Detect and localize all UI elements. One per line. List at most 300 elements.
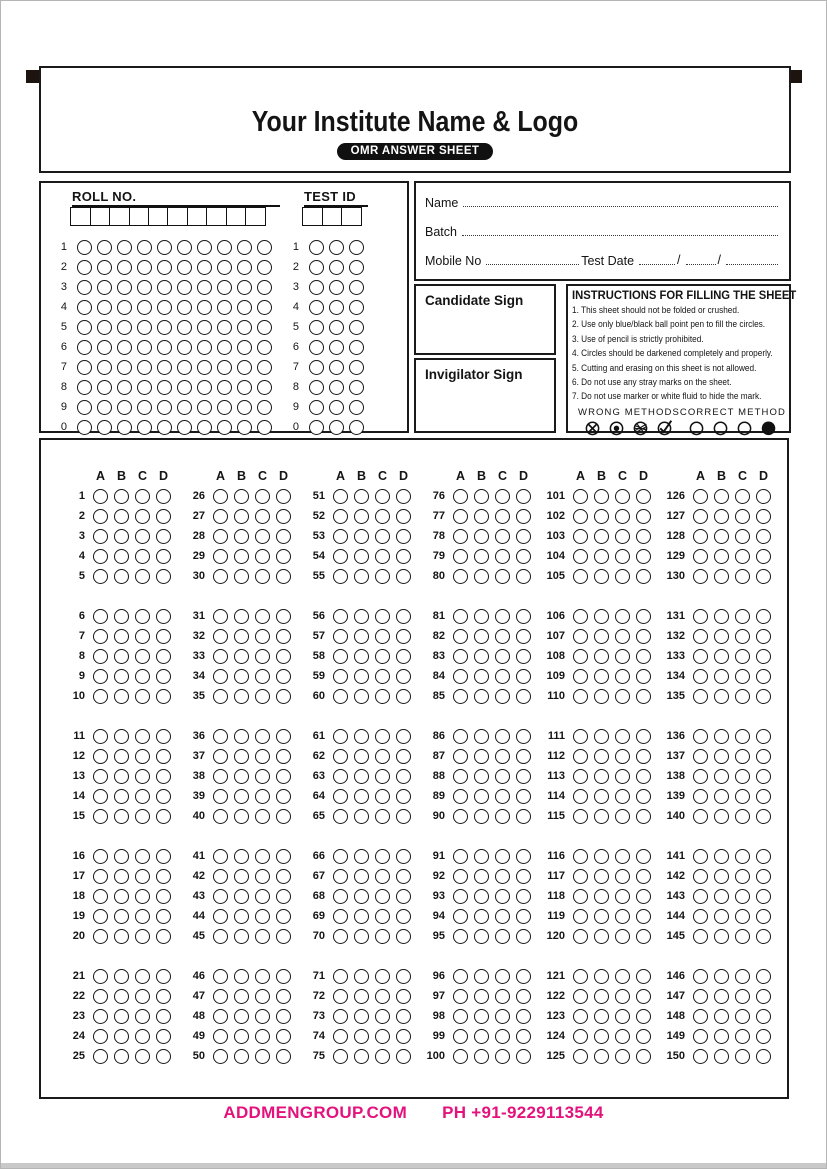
answer-bubble-q51-d[interactable] — [396, 489, 411, 504]
answer-bubble-q126-c[interactable] — [735, 489, 750, 504]
answer-bubble-q11-c[interactable] — [135, 729, 150, 744]
answer-bubble-q15-b[interactable] — [114, 809, 129, 824]
answer-bubble-q71-d[interactable] — [396, 969, 411, 984]
answer-bubble-q138-b[interactable] — [714, 769, 729, 784]
answer-bubble-q37-d[interactable] — [276, 749, 291, 764]
answer-bubble-q148-c[interactable] — [735, 1009, 750, 1024]
answer-bubble-q93-c[interactable] — [495, 889, 510, 904]
roll-bubble-col10-digit3[interactable] — [257, 280, 272, 295]
answer-bubble-q93-d[interactable] — [516, 889, 531, 904]
answer-bubble-q37-c[interactable] — [255, 749, 270, 764]
testid-bubble-col1-digit5[interactable] — [309, 320, 324, 335]
answer-bubble-q118-b[interactable] — [594, 889, 609, 904]
answer-bubble-q139-d[interactable] — [756, 789, 771, 804]
answer-bubble-q145-a[interactable] — [693, 929, 708, 944]
answer-bubble-q114-a[interactable] — [573, 789, 588, 804]
answer-bubble-q126-d[interactable] — [756, 489, 771, 504]
answer-bubble-q146-c[interactable] — [735, 969, 750, 984]
answer-bubble-q34-b[interactable] — [234, 669, 249, 684]
roll-write-box-8[interactable] — [206, 207, 227, 226]
answer-bubble-q24-d[interactable] — [156, 1029, 171, 1044]
answer-bubble-q147-d[interactable] — [756, 989, 771, 1004]
answer-bubble-q115-a[interactable] — [573, 809, 588, 824]
answer-bubble-q108-d[interactable] — [636, 649, 651, 664]
roll-bubble-col3-digit2[interactable] — [117, 260, 132, 275]
answer-bubble-q94-c[interactable] — [495, 909, 510, 924]
roll-bubble-col2-digit6[interactable] — [97, 340, 112, 355]
testid-bubble-col1-digit3[interactable] — [309, 280, 324, 295]
answer-bubble-q101-d[interactable] — [636, 489, 651, 504]
answer-bubble-q68-a[interactable] — [333, 889, 348, 904]
answer-bubble-q86-c[interactable] — [495, 729, 510, 744]
testid-bubble-col2-digit0[interactable] — [329, 420, 344, 435]
testid-bubble-col3-digit6[interactable] — [349, 340, 364, 355]
answer-bubble-q58-d[interactable] — [396, 649, 411, 664]
answer-bubble-q21-d[interactable] — [156, 969, 171, 984]
roll-write-box-1[interactable] — [70, 207, 91, 226]
roll-bubble-col6-digit4[interactable] — [177, 300, 192, 315]
answer-bubble-q53-d[interactable] — [396, 529, 411, 544]
answer-bubble-q30-a[interactable] — [213, 569, 228, 584]
answer-bubble-q139-a[interactable] — [693, 789, 708, 804]
answer-bubble-q16-c[interactable] — [135, 849, 150, 864]
answer-bubble-q19-c[interactable] — [135, 909, 150, 924]
answer-bubble-q100-c[interactable] — [495, 1049, 510, 1064]
answer-bubble-q10-a[interactable] — [93, 689, 108, 704]
answer-bubble-q149-a[interactable] — [693, 1029, 708, 1044]
answer-bubble-q94-d[interactable] — [516, 909, 531, 924]
answer-bubble-q9-b[interactable] — [114, 669, 129, 684]
roll-bubble-col1-digit2[interactable] — [77, 260, 92, 275]
roll-bubble-col7-digit4[interactable] — [197, 300, 212, 315]
answer-bubble-q87-a[interactable] — [453, 749, 468, 764]
answer-bubble-q121-b[interactable] — [594, 969, 609, 984]
answer-bubble-q51-a[interactable] — [333, 489, 348, 504]
answer-bubble-q63-d[interactable] — [396, 769, 411, 784]
answer-bubble-q26-a[interactable] — [213, 489, 228, 504]
answer-bubble-q11-a[interactable] — [93, 729, 108, 744]
answer-bubble-q96-d[interactable] — [516, 969, 531, 984]
answer-bubble-q144-a[interactable] — [693, 909, 708, 924]
answer-bubble-q37-a[interactable] — [213, 749, 228, 764]
answer-bubble-q123-a[interactable] — [573, 1009, 588, 1024]
answer-bubble-q33-b[interactable] — [234, 649, 249, 664]
roll-bubble-col8-digit5[interactable] — [217, 320, 232, 335]
answer-bubble-q103-c[interactable] — [615, 529, 630, 544]
answer-bubble-q145-c[interactable] — [735, 929, 750, 944]
answer-bubble-q83-b[interactable] — [474, 649, 489, 664]
roll-bubble-col10-digit0[interactable] — [257, 420, 272, 435]
answer-bubble-q22-a[interactable] — [93, 989, 108, 1004]
roll-bubble-col10-digit2[interactable] — [257, 260, 272, 275]
answer-bubble-q25-d[interactable] — [156, 1049, 171, 1064]
answer-bubble-q147-a[interactable] — [693, 989, 708, 1004]
answer-bubble-q10-d[interactable] — [156, 689, 171, 704]
answer-bubble-q92-b[interactable] — [474, 869, 489, 884]
answer-bubble-q114-b[interactable] — [594, 789, 609, 804]
answer-bubble-q148-d[interactable] — [756, 1009, 771, 1024]
answer-bubble-q122-c[interactable] — [615, 989, 630, 1004]
answer-bubble-q70-b[interactable] — [354, 929, 369, 944]
answer-bubble-q39-b[interactable] — [234, 789, 249, 804]
answer-bubble-q86-a[interactable] — [453, 729, 468, 744]
roll-bubble-col1-digit0[interactable] — [77, 420, 92, 435]
answer-bubble-q130-b[interactable] — [714, 569, 729, 584]
answer-bubble-q68-b[interactable] — [354, 889, 369, 904]
answer-bubble-q134-a[interactable] — [693, 669, 708, 684]
answer-bubble-q147-c[interactable] — [735, 989, 750, 1004]
answer-bubble-q35-b[interactable] — [234, 689, 249, 704]
answer-bubble-q104-b[interactable] — [594, 549, 609, 564]
roll-bubble-col2-digit0[interactable] — [97, 420, 112, 435]
testid-bubble-col2-digit8[interactable] — [329, 380, 344, 395]
answer-bubble-q102-d[interactable] — [636, 509, 651, 524]
testid-bubble-col3-digit5[interactable] — [349, 320, 364, 335]
answer-bubble-q53-c[interactable] — [375, 529, 390, 544]
roll-bubble-col7-digit5[interactable] — [197, 320, 212, 335]
answer-bubble-q91-a[interactable] — [453, 849, 468, 864]
testid-bubble-col2-digit3[interactable] — [329, 280, 344, 295]
answer-bubble-q142-d[interactable] — [756, 869, 771, 884]
answer-bubble-q46-b[interactable] — [234, 969, 249, 984]
answer-bubble-q76-d[interactable] — [516, 489, 531, 504]
answer-bubble-q138-a[interactable] — [693, 769, 708, 784]
answer-bubble-q73-d[interactable] — [396, 1009, 411, 1024]
answer-bubble-q125-b[interactable] — [594, 1049, 609, 1064]
answer-bubble-q89-d[interactable] — [516, 789, 531, 804]
answer-bubble-q33-a[interactable] — [213, 649, 228, 664]
answer-bubble-q106-d[interactable] — [636, 609, 651, 624]
answer-bubble-q118-a[interactable] — [573, 889, 588, 904]
answer-bubble-q119-a[interactable] — [573, 909, 588, 924]
answer-bubble-q36-d[interactable] — [276, 729, 291, 744]
answer-bubble-q30-b[interactable] — [234, 569, 249, 584]
answer-bubble-q117-d[interactable] — [636, 869, 651, 884]
testid-bubble-col1-digit6[interactable] — [309, 340, 324, 355]
answer-bubble-q18-c[interactable] — [135, 889, 150, 904]
roll-bubble-col5-digit1[interactable] — [157, 240, 172, 255]
answer-bubble-q13-d[interactable] — [156, 769, 171, 784]
roll-bubble-col6-digit6[interactable] — [177, 340, 192, 355]
answer-bubble-q17-a[interactable] — [93, 869, 108, 884]
answer-bubble-q67-a[interactable] — [333, 869, 348, 884]
answer-bubble-q70-c[interactable] — [375, 929, 390, 944]
answer-bubble-q91-b[interactable] — [474, 849, 489, 864]
roll-bubble-col2-digit2[interactable] — [97, 260, 112, 275]
answer-bubble-q38-a[interactable] — [213, 769, 228, 784]
answer-bubble-q85-d[interactable] — [516, 689, 531, 704]
answer-bubble-q110-c[interactable] — [615, 689, 630, 704]
answer-bubble-q30-c[interactable] — [255, 569, 270, 584]
answer-bubble-q7-b[interactable] — [114, 629, 129, 644]
answer-bubble-q112-b[interactable] — [594, 749, 609, 764]
testid-bubble-col1-digit8[interactable] — [309, 380, 324, 395]
testid-bubble-col3-digit8[interactable] — [349, 380, 364, 395]
answer-bubble-q93-a[interactable] — [453, 889, 468, 904]
answer-bubble-q134-c[interactable] — [735, 669, 750, 684]
answer-bubble-q94-b[interactable] — [474, 909, 489, 924]
answer-bubble-q95-c[interactable] — [495, 929, 510, 944]
answer-bubble-q130-a[interactable] — [693, 569, 708, 584]
answer-bubble-q41-b[interactable] — [234, 849, 249, 864]
answer-bubble-q136-a[interactable] — [693, 729, 708, 744]
answer-bubble-q120-c[interactable] — [615, 929, 630, 944]
roll-bubble-col6-digit0[interactable] — [177, 420, 192, 435]
roll-bubble-col2-digit5[interactable] — [97, 320, 112, 335]
answer-bubble-q16-a[interactable] — [93, 849, 108, 864]
answer-bubble-q54-b[interactable] — [354, 549, 369, 564]
answer-bubble-q18-b[interactable] — [114, 889, 129, 904]
answer-bubble-q59-d[interactable] — [396, 669, 411, 684]
answer-bubble-q111-b[interactable] — [594, 729, 609, 744]
answer-bubble-q75-b[interactable] — [354, 1049, 369, 1064]
answer-bubble-q109-d[interactable] — [636, 669, 651, 684]
batch-input-line[interactable] — [462, 235, 778, 236]
answer-bubble-q77-d[interactable] — [516, 509, 531, 524]
answer-bubble-q128-d[interactable] — [756, 529, 771, 544]
answer-bubble-q49-b[interactable] — [234, 1029, 249, 1044]
answer-bubble-q137-d[interactable] — [756, 749, 771, 764]
roll-bubble-col3-digit9[interactable] — [117, 400, 132, 415]
answer-bubble-q52-b[interactable] — [354, 509, 369, 524]
roll-bubble-col4-digit0[interactable] — [137, 420, 152, 435]
answer-bubble-q114-c[interactable] — [615, 789, 630, 804]
answer-bubble-q143-b[interactable] — [714, 889, 729, 904]
answer-bubble-q18-a[interactable] — [93, 889, 108, 904]
answer-bubble-q76-c[interactable] — [495, 489, 510, 504]
testid-bubble-col2-digit9[interactable] — [329, 400, 344, 415]
answer-bubble-q66-b[interactable] — [354, 849, 369, 864]
answer-bubble-q62-d[interactable] — [396, 749, 411, 764]
answer-bubble-q125-a[interactable] — [573, 1049, 588, 1064]
answer-bubble-q92-c[interactable] — [495, 869, 510, 884]
answer-bubble-q61-a[interactable] — [333, 729, 348, 744]
answer-bubble-q82-b[interactable] — [474, 629, 489, 644]
answer-bubble-q148-a[interactable] — [693, 1009, 708, 1024]
answer-bubble-q42-d[interactable] — [276, 869, 291, 884]
roll-bubble-col8-digit7[interactable] — [217, 360, 232, 375]
answer-bubble-q53-a[interactable] — [333, 529, 348, 544]
answer-bubble-q80-b[interactable] — [474, 569, 489, 584]
roll-bubble-col7-digit7[interactable] — [197, 360, 212, 375]
answer-bubble-q107-c[interactable] — [615, 629, 630, 644]
answer-bubble-q96-b[interactable] — [474, 969, 489, 984]
answer-bubble-q58-b[interactable] — [354, 649, 369, 664]
answer-bubble-q64-d[interactable] — [396, 789, 411, 804]
answer-bubble-q91-c[interactable] — [495, 849, 510, 864]
answer-bubble-q6-c[interactable] — [135, 609, 150, 624]
answer-bubble-q12-d[interactable] — [156, 749, 171, 764]
answer-bubble-q122-b[interactable] — [594, 989, 609, 1004]
roll-bubble-col2-digit8[interactable] — [97, 380, 112, 395]
answer-bubble-q132-d[interactable] — [756, 629, 771, 644]
answer-bubble-q42-a[interactable] — [213, 869, 228, 884]
answer-bubble-q135-c[interactable] — [735, 689, 750, 704]
answer-bubble-q96-c[interactable] — [495, 969, 510, 984]
roll-bubble-col5-digit6[interactable] — [157, 340, 172, 355]
roll-bubble-col1-digit7[interactable] — [77, 360, 92, 375]
answer-bubble-q21-c[interactable] — [135, 969, 150, 984]
answer-bubble-q39-a[interactable] — [213, 789, 228, 804]
answer-bubble-q87-b[interactable] — [474, 749, 489, 764]
testid-bubble-col3-digit2[interactable] — [349, 260, 364, 275]
roll-bubble-col6-digit1[interactable] — [177, 240, 192, 255]
answer-bubble-q15-d[interactable] — [156, 809, 171, 824]
answer-bubble-q149-c[interactable] — [735, 1029, 750, 1044]
roll-bubble-col8-digit1[interactable] — [217, 240, 232, 255]
answer-bubble-q2-a[interactable] — [93, 509, 108, 524]
answer-bubble-q101-b[interactable] — [594, 489, 609, 504]
answer-bubble-q34-c[interactable] — [255, 669, 270, 684]
answer-bubble-q135-a[interactable] — [693, 689, 708, 704]
answer-bubble-q105-b[interactable] — [594, 569, 609, 584]
answer-bubble-q90-b[interactable] — [474, 809, 489, 824]
roll-bubble-col1-digit1[interactable] — [77, 240, 92, 255]
answer-bubble-q64-b[interactable] — [354, 789, 369, 804]
answer-bubble-q32-c[interactable] — [255, 629, 270, 644]
answer-bubble-q84-d[interactable] — [516, 669, 531, 684]
answer-bubble-q43-b[interactable] — [234, 889, 249, 904]
answer-bubble-q148-b[interactable] — [714, 1009, 729, 1024]
answer-bubble-q49-c[interactable] — [255, 1029, 270, 1044]
answer-bubble-q25-b[interactable] — [114, 1049, 129, 1064]
answer-bubble-q112-c[interactable] — [615, 749, 630, 764]
roll-bubble-col3-digit6[interactable] — [117, 340, 132, 355]
answer-bubble-q108-a[interactable] — [573, 649, 588, 664]
answer-bubble-q21-a[interactable] — [93, 969, 108, 984]
answer-bubble-q94-a[interactable] — [453, 909, 468, 924]
roll-bubble-col4-digit8[interactable] — [137, 380, 152, 395]
answer-bubble-q113-a[interactable] — [573, 769, 588, 784]
testid-bubble-col2-digit6[interactable] — [329, 340, 344, 355]
answer-bubble-q115-b[interactable] — [594, 809, 609, 824]
answer-bubble-q23-c[interactable] — [135, 1009, 150, 1024]
answer-bubble-q61-d[interactable] — [396, 729, 411, 744]
answer-bubble-q58-c[interactable] — [375, 649, 390, 664]
answer-bubble-q82-c[interactable] — [495, 629, 510, 644]
answer-bubble-q137-a[interactable] — [693, 749, 708, 764]
roll-bubble-col2-digit9[interactable] — [97, 400, 112, 415]
name-input-line[interactable] — [463, 206, 778, 207]
answer-bubble-q26-d[interactable] — [276, 489, 291, 504]
answer-bubble-q121-d[interactable] — [636, 969, 651, 984]
roll-bubble-col6-digit5[interactable] — [177, 320, 192, 335]
answer-bubble-q1-c[interactable] — [135, 489, 150, 504]
roll-bubble-col2-digit1[interactable] — [97, 240, 112, 255]
answer-bubble-q141-c[interactable] — [735, 849, 750, 864]
answer-bubble-q150-a[interactable] — [693, 1049, 708, 1064]
testid-write-box-2[interactable] — [322, 207, 343, 226]
answer-bubble-q35-d[interactable] — [276, 689, 291, 704]
answer-bubble-q11-d[interactable] — [156, 729, 171, 744]
answer-bubble-q121-a[interactable] — [573, 969, 588, 984]
answer-bubble-q9-a[interactable] — [93, 669, 108, 684]
answer-bubble-q63-a[interactable] — [333, 769, 348, 784]
answer-bubble-q41-a[interactable] — [213, 849, 228, 864]
roll-bubble-col2-digit4[interactable] — [97, 300, 112, 315]
answer-bubble-q52-c[interactable] — [375, 509, 390, 524]
roll-bubble-col1-digit5[interactable] — [77, 320, 92, 335]
testid-bubble-col3-digit9[interactable] — [349, 400, 364, 415]
answer-bubble-q117-a[interactable] — [573, 869, 588, 884]
answer-bubble-q95-d[interactable] — [516, 929, 531, 944]
answer-bubble-q79-d[interactable] — [516, 549, 531, 564]
answer-bubble-q127-b[interactable] — [714, 509, 729, 524]
roll-bubble-col9-digit3[interactable] — [237, 280, 252, 295]
answer-bubble-q117-b[interactable] — [594, 869, 609, 884]
answer-bubble-q24-c[interactable] — [135, 1029, 150, 1044]
answer-bubble-q140-d[interactable] — [756, 809, 771, 824]
answer-bubble-q124-a[interactable] — [573, 1029, 588, 1044]
answer-bubble-q40-c[interactable] — [255, 809, 270, 824]
answer-bubble-q44-b[interactable] — [234, 909, 249, 924]
answer-bubble-q19-b[interactable] — [114, 909, 129, 924]
answer-bubble-q3-b[interactable] — [114, 529, 129, 544]
answer-bubble-q42-b[interactable] — [234, 869, 249, 884]
answer-bubble-q104-a[interactable] — [573, 549, 588, 564]
roll-bubble-col5-digit9[interactable] — [157, 400, 172, 415]
answer-bubble-q61-b[interactable] — [354, 729, 369, 744]
roll-bubble-col8-digit3[interactable] — [217, 280, 232, 295]
answer-bubble-q129-b[interactable] — [714, 549, 729, 564]
answer-bubble-q53-b[interactable] — [354, 529, 369, 544]
answer-bubble-q90-a[interactable] — [453, 809, 468, 824]
answer-bubble-q15-c[interactable] — [135, 809, 150, 824]
answer-bubble-q17-c[interactable] — [135, 869, 150, 884]
answer-bubble-q5-c[interactable] — [135, 569, 150, 584]
roll-bubble-col5-digit0[interactable] — [157, 420, 172, 435]
answer-bubble-q102-b[interactable] — [594, 509, 609, 524]
answer-bubble-q60-a[interactable] — [333, 689, 348, 704]
answer-bubble-q136-d[interactable] — [756, 729, 771, 744]
roll-bubble-col5-digit5[interactable] — [157, 320, 172, 335]
roll-bubble-col3-digit0[interactable] — [117, 420, 132, 435]
answer-bubble-q89-c[interactable] — [495, 789, 510, 804]
answer-bubble-q29-a[interactable] — [213, 549, 228, 564]
answer-bubble-q104-d[interactable] — [636, 549, 651, 564]
answer-bubble-q64-c[interactable] — [375, 789, 390, 804]
answer-bubble-q125-c[interactable] — [615, 1049, 630, 1064]
roll-bubble-col9-digit7[interactable] — [237, 360, 252, 375]
answer-bubble-q15-a[interactable] — [93, 809, 108, 824]
answer-bubble-q96-a[interactable] — [453, 969, 468, 984]
answer-bubble-q26-c[interactable] — [255, 489, 270, 504]
answer-bubble-q44-a[interactable] — [213, 909, 228, 924]
answer-bubble-q31-b[interactable] — [234, 609, 249, 624]
answer-bubble-q43-d[interactable] — [276, 889, 291, 904]
answer-bubble-q68-d[interactable] — [396, 889, 411, 904]
answer-bubble-q69-c[interactable] — [375, 909, 390, 924]
answer-bubble-q54-c[interactable] — [375, 549, 390, 564]
date-day-line[interactable] — [639, 264, 675, 265]
testid-write-box-3[interactable] — [341, 207, 362, 226]
answer-bubble-q133-a[interactable] — [693, 649, 708, 664]
answer-bubble-q48-d[interactable] — [276, 1009, 291, 1024]
answer-bubble-q24-a[interactable] — [93, 1029, 108, 1044]
answer-bubble-q4-c[interactable] — [135, 549, 150, 564]
answer-bubble-q116-c[interactable] — [615, 849, 630, 864]
answer-bubble-q126-a[interactable] — [693, 489, 708, 504]
answer-bubble-q42-c[interactable] — [255, 869, 270, 884]
answer-bubble-q12-a[interactable] — [93, 749, 108, 764]
roll-bubble-col10-digit1[interactable] — [257, 240, 272, 255]
answer-bubble-q127-a[interactable] — [693, 509, 708, 524]
answer-bubble-q59-c[interactable] — [375, 669, 390, 684]
roll-bubble-col3-digit7[interactable] — [117, 360, 132, 375]
answer-bubble-q110-d[interactable] — [636, 689, 651, 704]
answer-bubble-q69-a[interactable] — [333, 909, 348, 924]
answer-bubble-q14-c[interactable] — [135, 789, 150, 804]
